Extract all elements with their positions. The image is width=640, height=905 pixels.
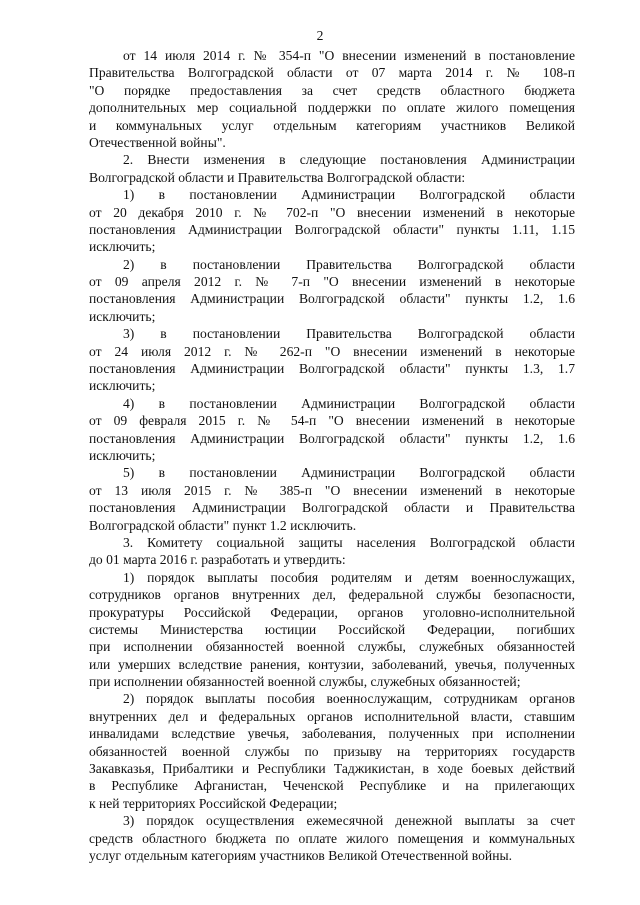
text-line: Отечественной войны". bbox=[89, 134, 226, 150]
text-line: системы Министерства юстиции Российской Федерации, погибших bbox=[89, 621, 575, 637]
text-line: исключить; bbox=[89, 308, 156, 324]
text-line: дополнительных мер социальной поддержки по оплате жилого помещения bbox=[89, 100, 575, 116]
text-line: при исполнении обязанностей военной службы, служебных обязанностей bbox=[89, 639, 575, 655]
text-line: от 13 июля 2015 г. № 385-п "О внесении изменений в некоторые bbox=[89, 482, 575, 498]
text-line: постановления Администрации Волгоградской области" пункты 1.3, 1.7 bbox=[89, 361, 575, 377]
text-line: исключить; bbox=[89, 447, 156, 463]
text-line: услуг отдельным категориям участников Великой Отечественной войны. bbox=[89, 847, 513, 863]
text-line: Волгоградской области" пункт 1.2 исключить. bbox=[89, 517, 357, 533]
text-line: до 01 марта 2016 г. разработать и утвердить: bbox=[89, 552, 346, 568]
text-line: или умерших вследствие ранения, контузии, заболеваний, увечья, полученных bbox=[89, 656, 575, 672]
text-line: 2. Внести изменения в следующие постановления Администрации bbox=[123, 152, 575, 168]
text-line: постановления Администрации Волгоградской области" пункты 1.11, 1.15 bbox=[89, 221, 575, 237]
text-line: Волгоградской области и Правительства Волгоградской области: bbox=[89, 169, 466, 185]
text-line: от 09 февраля 2015 г. № 54-п "О внесении изменений в некоторые bbox=[89, 413, 575, 429]
text-line: исключить; bbox=[89, 239, 156, 255]
text-line: 5) в постановлении Администрации Волгоградской области bbox=[123, 465, 575, 481]
text-line: постановления Администрации Волгоградской области и Правительства bbox=[89, 500, 575, 516]
text-line: Правительства Волгоградской области от 07 марта 2014 г. № 108-п bbox=[89, 65, 575, 81]
text-line: постановления Администрации Волгоградской области" пункты 1.2, 1.6 bbox=[89, 291, 575, 307]
text-line: 3) порядок осуществления ежемесячной денежной выплаты за счет bbox=[123, 813, 575, 829]
text-line: к ней территориях Российской Федерации; bbox=[89, 795, 338, 811]
text-line: в Республике Афганистан, Чеченской Республике и на прилегающих bbox=[89, 778, 575, 794]
text-line: 4) в постановлении Администрации Волгоградской области bbox=[123, 395, 575, 411]
text-line: и коммунальных услуг отдельным категориям участников Великой bbox=[89, 117, 575, 133]
text-line: инвалидами вследствие увечья, заболевания, полученных при исполнении bbox=[89, 726, 575, 742]
text-line: 3) в постановлении Правительства Волгоградской области bbox=[123, 326, 575, 342]
text-line: прокуратуры Российской Федерации, органов уголовно-исполнительной bbox=[89, 604, 575, 620]
text-line: исключить; bbox=[89, 378, 156, 394]
document-body bbox=[89, 47, 575, 864]
text-line: 2) в постановлении Правительства Волгоградской области bbox=[123, 256, 575, 272]
text-line: 2) порядок выплаты пособия военнослужащим, сотрудникам органов bbox=[123, 691, 575, 707]
text-line: от 24 июля 2012 г. № 262-п "О внесении изменений в некоторые bbox=[89, 343, 575, 359]
page-number: 2 bbox=[316, 28, 324, 43]
text-line: сотрудников органов внутренних дел, федеральной службы безопасности, bbox=[89, 587, 575, 603]
text-line: от 20 декабря 2010 г. № 702-п "О внесении изменений в некоторые bbox=[89, 204, 575, 220]
text-line: "О порядке предоставления за счет средств областного бюджета bbox=[89, 82, 575, 98]
text-line: при исполнении обязанностей военной службы, служебных обязанностей; bbox=[89, 674, 521, 690]
text-line: обязанностей военной службы по призыву на территориях государств bbox=[89, 743, 575, 759]
text-line: Закавказья, Прибалтики и Республики Таджикистан, в ходе боевых действий bbox=[89, 761, 575, 777]
text-line: 1) порядок выплаты пособия родителям и детям военнослужащих, bbox=[123, 569, 575, 585]
text-line: от 14 июля 2014 г. № 354-п "О внесении изменений в постановление bbox=[123, 48, 575, 63]
text-line: средств областного бюджета по оплате жилого помещения и коммунальных bbox=[89, 830, 575, 846]
text-line: внутренних дел и федеральных органов исполнительной власти, ставшим bbox=[89, 708, 575, 724]
text-line: от 09 апреля 2012 г. № 7-п "О внесении изменений в некоторые bbox=[89, 274, 575, 290]
text-line: 3. Комитету социальной защиты населения Волгоградской области bbox=[123, 534, 575, 550]
text-line: 1) в постановлении Администрации Волгоградской области bbox=[123, 187, 575, 203]
text-line: постановления Администрации Волгоградской области" пункты 1.2, 1.6 bbox=[89, 430, 575, 446]
